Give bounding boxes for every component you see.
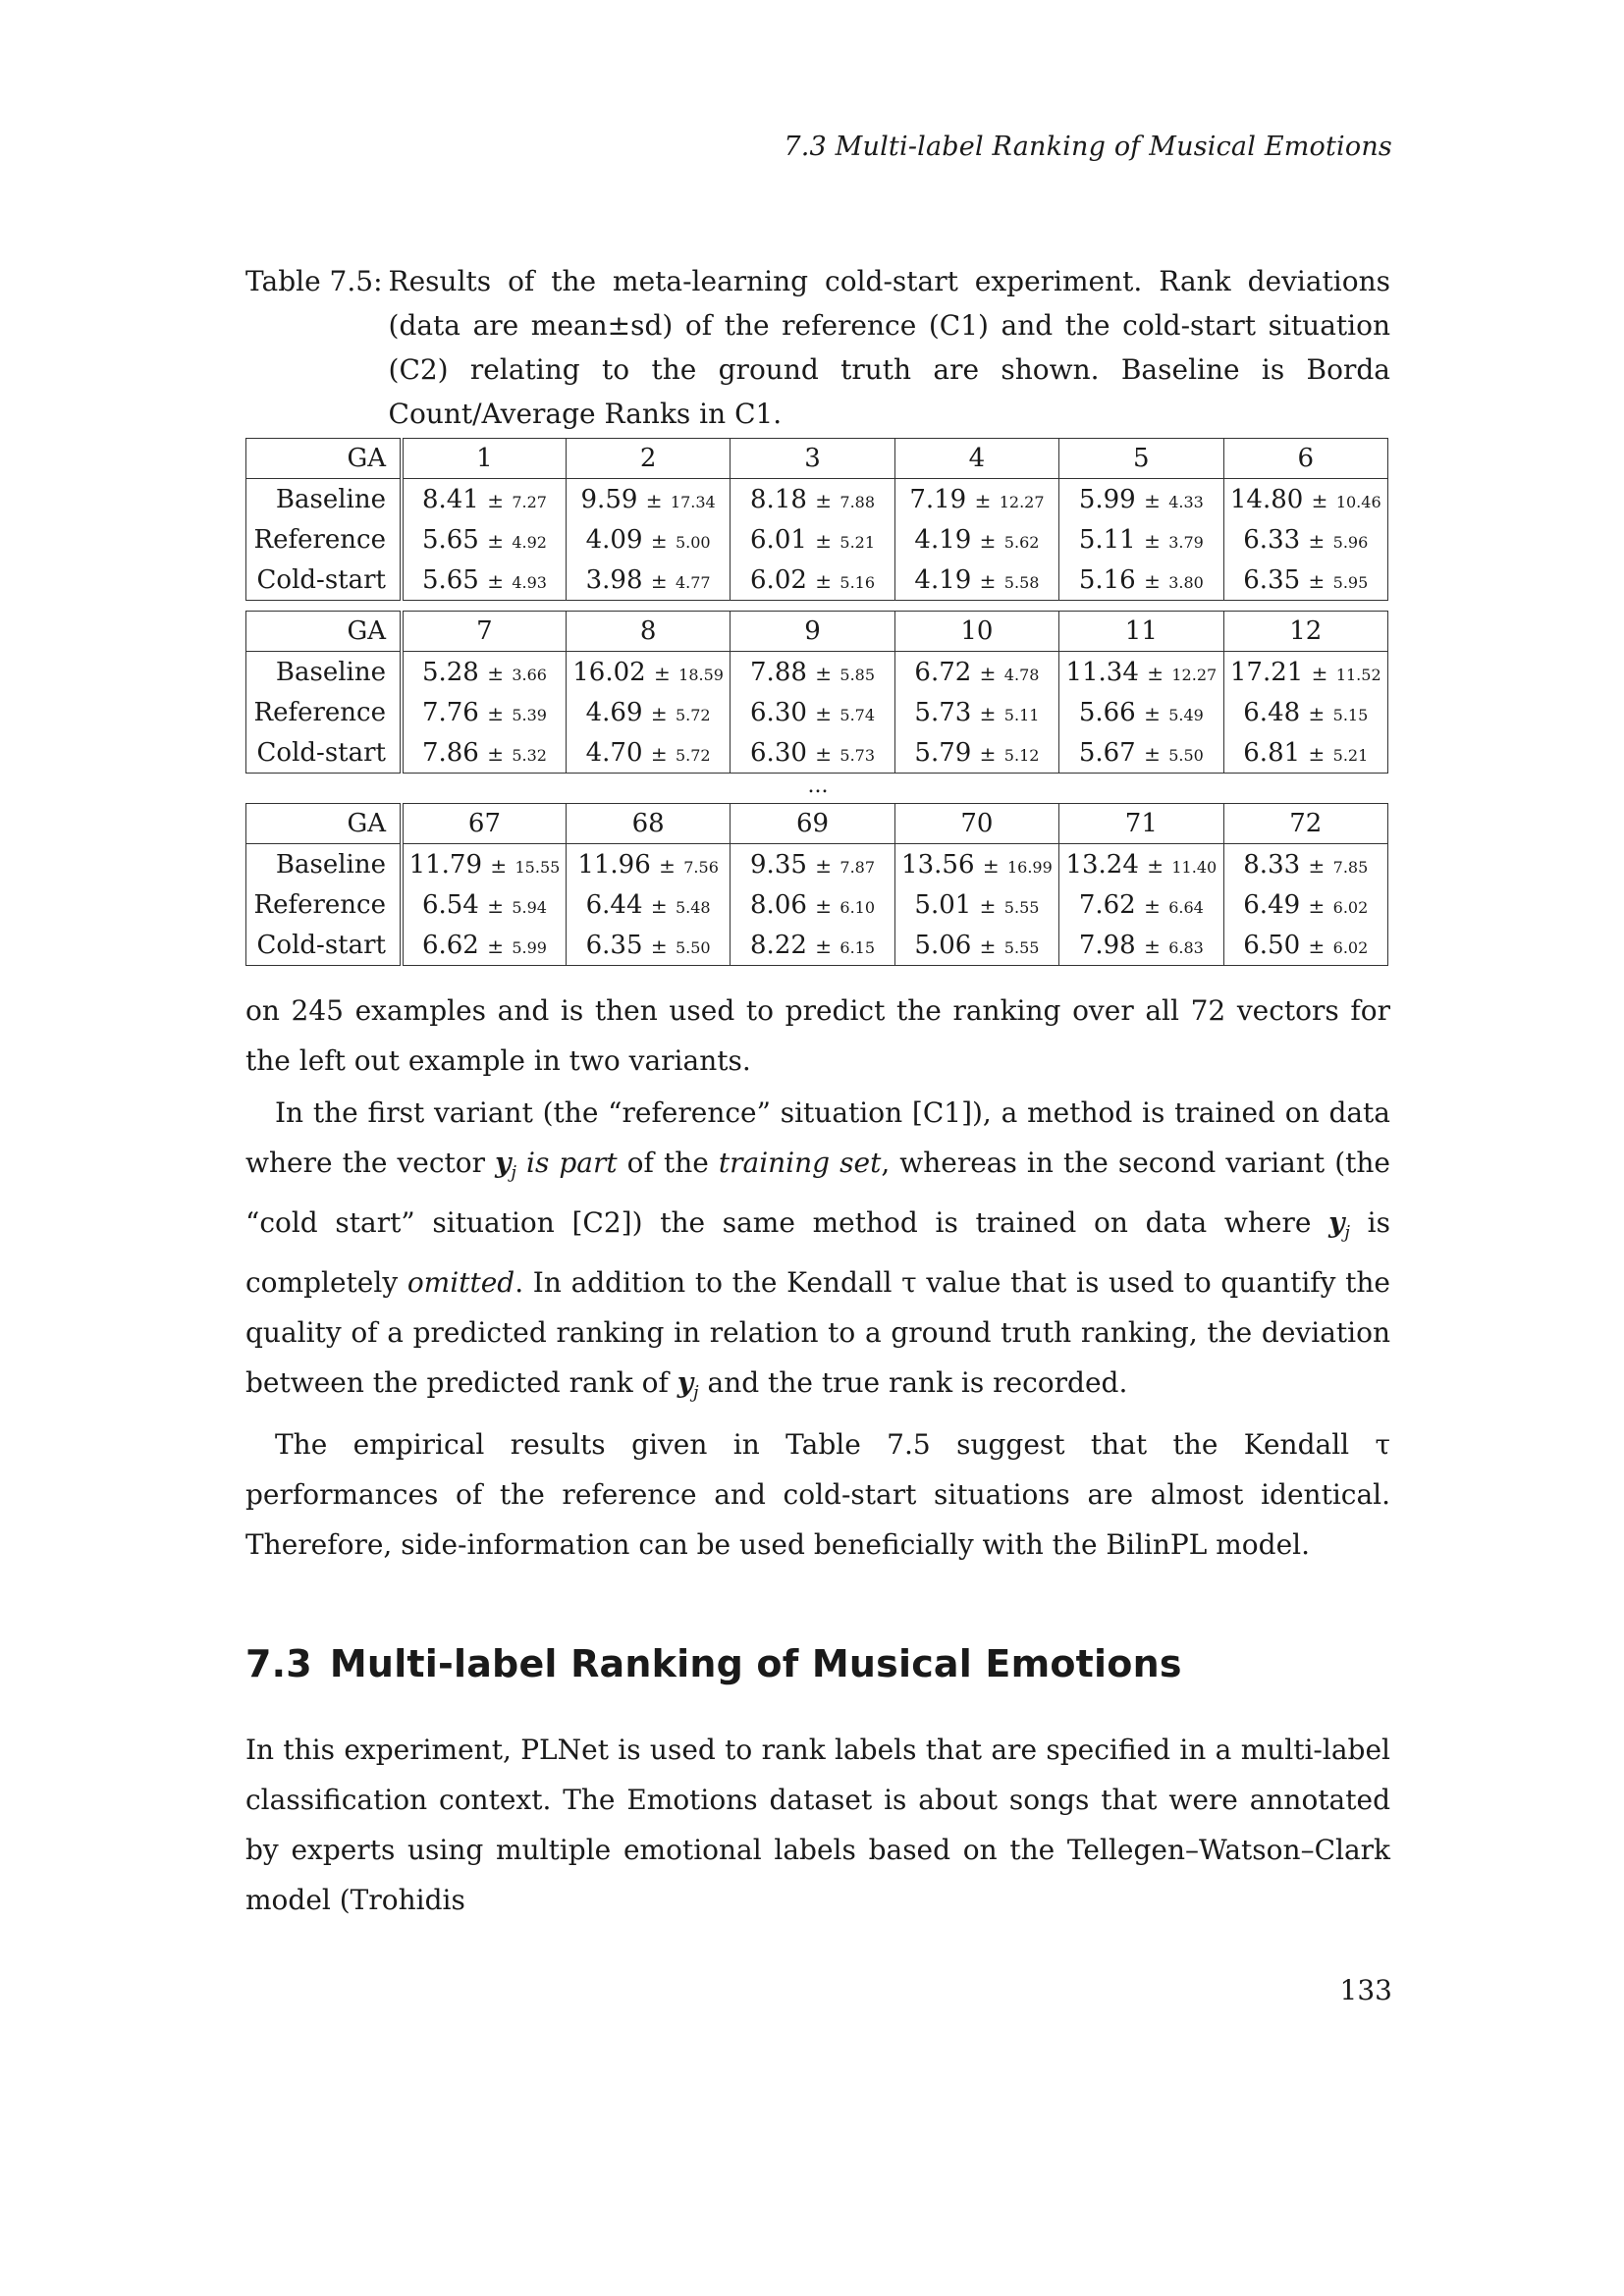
running-header: 7.3 Multi-label Ranking of Musical Emotions — [784, 132, 1392, 162]
table-cell — [894, 652, 1058, 693]
cell-plus-minus: ± — [480, 934, 511, 958]
table-row-reference — [246, 692, 1388, 732]
cell-sd: 5.95 — [1332, 572, 1369, 592]
math-sub-j-2: j — [1344, 1222, 1350, 1243]
cell-mean: 6.81 — [1243, 737, 1301, 768]
cell-plus-minus: ± — [480, 488, 511, 512]
math-y-3: y — [677, 1366, 694, 1399]
table-cell — [402, 844, 566, 885]
table-cell — [894, 884, 1058, 925]
cell-mean: 3.98 — [585, 564, 643, 595]
ga-label: GA — [246, 804, 403, 844]
cell-sd: 5.73 — [839, 745, 876, 765]
ga-column-header: 7 — [402, 612, 566, 652]
cell-sd: 6.83 — [1168, 937, 1204, 957]
table-cell — [566, 692, 730, 732]
cell-plus-minus: ± — [1302, 701, 1331, 725]
table-cell — [894, 519, 1058, 560]
cell-plus-minus: ± — [480, 661, 511, 685]
cell-mean: 4.19 — [914, 524, 972, 555]
cell-plus-minus: ± — [973, 741, 1002, 766]
table-cell — [566, 479, 730, 520]
cell-sd: 5.32 — [512, 745, 547, 765]
table-row-baseline — [246, 652, 1388, 693]
table-cell — [731, 925, 894, 966]
math-sub-j: j — [511, 1162, 516, 1183]
cell-sd: 7.87 — [839, 857, 876, 877]
table-cell — [566, 652, 730, 693]
cell-mean: 11.96 — [577, 849, 651, 880]
math-y-2: y — [1328, 1206, 1345, 1239]
table-row-baseline — [246, 844, 1388, 885]
table-cell — [1223, 479, 1387, 520]
cell-mean: 6.02 — [750, 564, 807, 595]
cell-plus-minus: ± — [480, 701, 511, 725]
ga-column-header: 67 — [402, 804, 566, 844]
cell-sd: 6.15 — [839, 937, 876, 957]
table-cell — [731, 692, 894, 732]
cell-plus-minus: ± — [973, 568, 1002, 593]
cell-sd: 11.40 — [1171, 857, 1218, 877]
cell-mean: 7.76 — [421, 697, 479, 727]
cell-sd: 5.16 — [839, 572, 876, 592]
cell-plus-minus: ± — [973, 893, 1002, 918]
cell-sd: 7.88 — [839, 492, 876, 511]
cell-plus-minus: ± — [647, 661, 677, 685]
row-label: Baseline — [246, 844, 403, 885]
cell-mean: 6.01 — [750, 524, 807, 555]
cell-plus-minus: ± — [1137, 934, 1167, 958]
table-cell — [402, 925, 566, 966]
ga-column-header: 1 — [402, 439, 566, 479]
caption-text: Results of the meta-learning cold-start experiment. Rank deviations (data are mean±sd) of the reference (C1) and the cold-start situation (C2) relating to the ground truth are shown. Baseline is Borda Count/Average Ranks in C1. — [388, 265, 1390, 430]
cell-sd: 5.99 — [512, 937, 547, 957]
cell-plus-minus: ± — [1302, 528, 1331, 553]
cell-plus-minus: ± — [480, 568, 511, 593]
ga-column-header: 10 — [894, 612, 1058, 652]
cell-mean: 6.72 — [914, 657, 972, 687]
cell-sd: 6.64 — [1168, 897, 1204, 917]
cell-sd: 5.55 — [1003, 937, 1040, 957]
table-cell — [894, 844, 1058, 885]
cell-plus-minus: ± — [1302, 741, 1331, 766]
cell-sd: 12.27 — [1171, 665, 1218, 684]
math-y: y — [495, 1147, 512, 1179]
cell-mean: 14.80 — [1229, 484, 1304, 514]
cell-plus-minus: ± — [480, 528, 511, 553]
table-cell — [1059, 925, 1223, 966]
table-cell — [894, 732, 1058, 774]
cell-sd: 5.15 — [1332, 705, 1369, 724]
table-cell — [402, 479, 566, 520]
cell-plus-minus: ± — [1302, 934, 1331, 958]
p2-text-f: is completely — [245, 1206, 1390, 1299]
cell-sd: 4.92 — [512, 532, 547, 552]
cell-plus-minus: ± — [644, 893, 674, 918]
paragraph-3: The empirical results given in Table 7.5 suggest that the Kendall τ performances of the reference and cold-start situations are almost identical. Therefore, side-information can be used beneficially with the BilinPL model. — [245, 1428, 1390, 1561]
cell-mean: 5.66 — [1078, 697, 1136, 727]
cell-plus-minus: ± — [644, 528, 674, 553]
ga-column-header: 11 — [1059, 612, 1223, 652]
cell-mean: 6.35 — [1243, 564, 1301, 595]
cell-mean: 6.33 — [1243, 524, 1301, 555]
row-label: Cold-start — [246, 560, 403, 601]
cell-mean: 5.16 — [1078, 564, 1136, 595]
section-body — [245, 1725, 1390, 1927]
table-cell — [1059, 692, 1223, 732]
cell-sd: 18.59 — [678, 665, 724, 684]
cell-plus-minus: ± — [644, 934, 674, 958]
p2-text-h: . In addition to the Kendall τ value that is used to quantify the quality of a predicted ranking in relation to a ground truth ranking, the deviation between the predicted rank of — [245, 1266, 1390, 1399]
cell-mean: 5.65 — [421, 524, 479, 555]
ga-column-header: 71 — [1059, 804, 1223, 844]
cell-plus-minus: ± — [808, 488, 839, 512]
cell-mean: 16.02 — [572, 657, 646, 687]
table-header-row — [246, 612, 1388, 652]
page-number: 133 — [1339, 1974, 1392, 2006]
ga-column-header: 2 — [566, 439, 730, 479]
cell-mean: 4.70 — [585, 737, 643, 768]
cell-sd: 5.11 — [1003, 705, 1040, 724]
table-cell — [566, 884, 730, 925]
cell-sd: 5.39 — [512, 705, 547, 724]
cell-plus-minus: ± — [644, 568, 674, 593]
cell-mean: 5.28 — [421, 657, 479, 687]
cell-sd: 5.55 — [1003, 897, 1040, 917]
cell-mean: 11.79 — [408, 849, 483, 880]
table-row-baseline — [246, 479, 1388, 520]
cell-sd: 7.27 — [512, 492, 547, 511]
table-cell — [1223, 560, 1387, 601]
ga-column-header: 72 — [1223, 804, 1387, 844]
cell-sd: 5.96 — [1332, 532, 1369, 552]
cell-plus-minus: ± — [1302, 853, 1331, 878]
table-cell — [731, 652, 894, 693]
table-cell — [731, 844, 894, 885]
cell-mean: 5.73 — [914, 697, 972, 727]
cell-plus-minus: ± — [808, 568, 839, 593]
cell-plus-minus: ± — [808, 934, 839, 958]
cell-mean: 7.88 — [750, 657, 807, 687]
cell-sd: 6.02 — [1332, 897, 1369, 917]
table-cell — [1223, 925, 1387, 966]
cell-sd: 5.94 — [512, 897, 547, 917]
cell-plus-minus: ± — [808, 661, 839, 685]
cell-sd: 3.79 — [1168, 532, 1204, 552]
table-cell — [731, 732, 894, 774]
cell-plus-minus: ± — [968, 488, 998, 512]
cell-plus-minus: ± — [1305, 661, 1334, 685]
table-cell — [1059, 652, 1223, 693]
ga-column-header: 6 — [1223, 439, 1387, 479]
cell-mean: 8.22 — [750, 930, 807, 960]
table-cell — [1223, 692, 1387, 732]
cell-mean: 6.50 — [1243, 930, 1301, 960]
cell-plus-minus: ± — [808, 741, 839, 766]
cell-sd: 4.78 — [1003, 665, 1040, 684]
cell-plus-minus: ± — [1302, 893, 1331, 918]
cell-plus-minus: ± — [644, 741, 674, 766]
cell-sd: 5.00 — [675, 532, 711, 552]
cell-sd: 7.56 — [683, 857, 719, 877]
cell-plus-minus: ± — [652, 853, 682, 878]
cell-plus-minus: ± — [639, 488, 669, 512]
table-cell — [402, 732, 566, 774]
cell-mean: 7.62 — [1078, 889, 1136, 920]
results-table-block-3 — [245, 803, 1388, 966]
row-label: Cold-start — [246, 925, 403, 966]
cell-sd: 5.49 — [1168, 705, 1204, 724]
table-cell — [566, 732, 730, 774]
table-row-reference — [246, 519, 1388, 560]
cell-mean: 6.54 — [421, 889, 479, 920]
cell-plus-minus: ± — [1140, 853, 1170, 878]
ga-column-header: 70 — [894, 804, 1058, 844]
p2-text-c: of the — [617, 1147, 719, 1179]
cell-plus-minus: ± — [1137, 893, 1167, 918]
p2-emph-omitted: omitted — [406, 1266, 515, 1299]
cell-sd: 15.55 — [514, 857, 561, 877]
table-caption — [245, 259, 1390, 436]
cell-sd: 10.46 — [1335, 492, 1381, 511]
cell-mean: 8.18 — [750, 484, 807, 514]
cell-sd: 5.72 — [675, 745, 711, 765]
cell-plus-minus: ± — [484, 853, 514, 878]
table-cell — [402, 519, 566, 560]
table-header-row — [246, 439, 1388, 479]
cell-plus-minus: ± — [808, 893, 839, 918]
cell-plus-minus: ± — [973, 528, 1002, 553]
cell-sd: 4.93 — [512, 572, 547, 592]
cell-sd: 5.50 — [675, 937, 711, 957]
section-heading — [245, 1642, 1182, 1685]
table-cell — [402, 692, 566, 732]
table-cell — [402, 884, 566, 925]
table-row-coldstart — [246, 925, 1388, 966]
cell-sd: 4.33 — [1168, 492, 1204, 511]
table-cell — [402, 560, 566, 601]
table-cell — [1223, 732, 1387, 774]
cell-mean: 6.62 — [421, 930, 479, 960]
cell-plus-minus: ± — [973, 934, 1002, 958]
cell-plus-minus: ± — [480, 893, 511, 918]
cell-mean: 6.30 — [750, 737, 807, 768]
cell-sd: 17.34 — [670, 492, 716, 511]
cell-sd: 5.48 — [675, 897, 711, 917]
cell-plus-minus: ± — [1302, 568, 1331, 593]
cell-mean: 6.44 — [585, 889, 643, 920]
table-ellipsis: ... — [807, 774, 829, 798]
cell-mean: 6.35 — [585, 930, 643, 960]
table-cell — [566, 519, 730, 560]
cell-mean: 7.86 — [421, 737, 479, 768]
caption-label: Table 7.5: — [245, 265, 383, 297]
cell-mean: 5.67 — [1078, 737, 1136, 768]
table-cell — [1059, 479, 1223, 520]
cell-mean: 11.34 — [1065, 657, 1139, 687]
p2-emph-is-part: is part — [515, 1147, 618, 1179]
ga-column-header: 69 — [731, 804, 894, 844]
table-cell — [566, 560, 730, 601]
cell-plus-minus: ± — [644, 701, 674, 725]
cell-plus-minus: ± — [973, 661, 1002, 685]
table-cell — [1059, 560, 1223, 601]
cell-sd: 3.66 — [512, 665, 547, 684]
table-header-row — [246, 804, 1388, 844]
paragraph-1: on 245 examples and is then used to predict the ranking over all 72 vectors for the left out example in two variants. — [245, 994, 1390, 1077]
cell-mean: 5.11 — [1078, 524, 1136, 555]
row-label: Reference — [246, 884, 403, 925]
table-row-coldstart — [246, 732, 1388, 774]
cell-mean: 5.65 — [421, 564, 479, 595]
cell-mean: 6.48 — [1243, 697, 1301, 727]
ga-column-header: 68 — [566, 804, 730, 844]
cell-mean: 5.79 — [914, 737, 972, 768]
table-cell — [731, 884, 894, 925]
cell-sd: 4.77 — [675, 572, 711, 592]
cell-sd: 5.21 — [839, 532, 876, 552]
ga-label: GA — [246, 612, 403, 652]
cell-mean: 13.56 — [901, 849, 975, 880]
table-cell — [731, 479, 894, 520]
row-label: Reference — [246, 692, 403, 732]
table-row-reference — [246, 884, 1388, 925]
table-cell — [731, 519, 894, 560]
p2-emph-training-set: training set — [718, 1147, 882, 1179]
table-cell — [1223, 652, 1387, 693]
cell-sd: 5.74 — [839, 705, 876, 724]
table-cell — [1223, 844, 1387, 885]
section-title: Multi-label Ranking of Musical Emotions — [329, 1642, 1182, 1685]
table-cell — [1059, 884, 1223, 925]
table-cell — [894, 692, 1058, 732]
ga-column-header: 12 — [1223, 612, 1387, 652]
cell-plus-minus: ± — [1137, 701, 1167, 725]
results-table-block-2 — [245, 611, 1388, 774]
cell-plus-minus: ± — [808, 528, 839, 553]
cell-sd: 5.58 — [1003, 572, 1040, 592]
cell-mean: 8.33 — [1243, 849, 1301, 880]
ga-column-header: 3 — [731, 439, 894, 479]
cell-mean: 13.24 — [1065, 849, 1139, 880]
p2-text-a: In the first variant (the “reference” situation [C1]), a method is trained on data where the vector — [245, 1096, 1390, 1179]
table-cell — [1223, 519, 1387, 560]
p2-text-i: and the true rank is recorded. — [698, 1366, 1128, 1399]
cell-plus-minus: ± — [973, 701, 1002, 725]
section-paragraph-1: In this experiment, PLNet is used to rank labels that are specified in a multi-label classification context. The Emotions dataset is about songs that were annotated by experts using multiple emotional labels based on the Tellegen–Watson–Clark model (Trohidis — [245, 1734, 1390, 1916]
table-cell — [1059, 844, 1223, 885]
cell-sd: 7.85 — [1332, 857, 1369, 877]
cell-sd: 5.62 — [1003, 532, 1040, 552]
cell-plus-minus: ± — [976, 853, 1005, 878]
table-cell — [894, 479, 1058, 520]
cell-sd: 5.21 — [1332, 745, 1369, 765]
cell-sd: 12.27 — [999, 492, 1045, 511]
cell-mean: 5.06 — [914, 930, 972, 960]
row-label: Baseline — [246, 652, 403, 693]
table-row-coldstart — [246, 560, 1388, 601]
cell-sd: 6.10 — [839, 897, 876, 917]
ga-column-header: 8 — [566, 612, 730, 652]
results-tables — [245, 438, 1390, 966]
section-number: 7.3 — [245, 1642, 312, 1685]
cell-sd: 6.02 — [1332, 937, 1369, 957]
cell-mean: 7.19 — [909, 484, 967, 514]
cell-mean: 4.09 — [585, 524, 643, 555]
math-sub-j-3: j — [693, 1382, 699, 1403]
cell-mean: 9.35 — [750, 849, 807, 880]
table-cell — [1059, 519, 1223, 560]
table-cell — [402, 652, 566, 693]
row-label: Baseline — [246, 479, 403, 520]
table-cell — [566, 844, 730, 885]
cell-plus-minus: ± — [1140, 661, 1170, 685]
ga-column-header: 9 — [731, 612, 894, 652]
table-cell — [894, 560, 1058, 601]
cell-mean: 6.30 — [750, 697, 807, 727]
cell-mean: 4.69 — [585, 697, 643, 727]
row-label: Reference — [246, 519, 403, 560]
cell-mean: 8.41 — [421, 484, 479, 514]
ga-label: GA — [246, 439, 403, 479]
cell-sd: 5.50 — [1168, 745, 1204, 765]
cell-mean: 6.49 — [1243, 889, 1301, 920]
p2-text-e: , whereas in the second variant (the “cold start” situation [C2]) the same method is trained on data where — [245, 1147, 1390, 1239]
cell-mean: 5.01 — [914, 889, 972, 920]
cell-mean: 8.06 — [750, 889, 807, 920]
cell-mean: 7.98 — [1078, 930, 1136, 960]
cell-plus-minus: ± — [1137, 488, 1167, 512]
cell-plus-minus: ± — [808, 853, 839, 878]
results-table-block-1 — [245, 438, 1388, 601]
cell-plus-minus: ± — [480, 741, 511, 766]
cell-mean: 5.99 — [1078, 484, 1136, 514]
cell-sd: 3.80 — [1168, 572, 1204, 592]
table-cell — [731, 560, 894, 601]
cell-mean: 4.19 — [914, 564, 972, 595]
cell-plus-minus: ± — [1137, 568, 1167, 593]
cell-plus-minus: ± — [808, 701, 839, 725]
cell-plus-minus: ± — [1137, 741, 1167, 766]
table-cell — [894, 925, 1058, 966]
cell-sd: 5.72 — [675, 705, 711, 724]
row-label: Cold-start — [246, 732, 403, 774]
cell-mean: 9.59 — [580, 484, 638, 514]
cell-sd: 5.12 — [1003, 745, 1040, 765]
table-cell — [1059, 732, 1223, 774]
cell-plus-minus: ± — [1305, 488, 1334, 512]
table-cell — [566, 925, 730, 966]
body-text — [245, 986, 1390, 1572]
ga-column-header: 4 — [894, 439, 1058, 479]
cell-mean: 17.21 — [1229, 657, 1304, 687]
table-cell — [1223, 884, 1387, 925]
cell-sd: 11.52 — [1335, 665, 1381, 684]
ga-column-header: 5 — [1059, 439, 1223, 479]
paragraph-2 — [245, 1088, 1390, 1417]
cell-plus-minus: ± — [1137, 528, 1167, 553]
cell-sd: 16.99 — [1006, 857, 1053, 877]
cell-sd: 5.85 — [839, 665, 876, 684]
